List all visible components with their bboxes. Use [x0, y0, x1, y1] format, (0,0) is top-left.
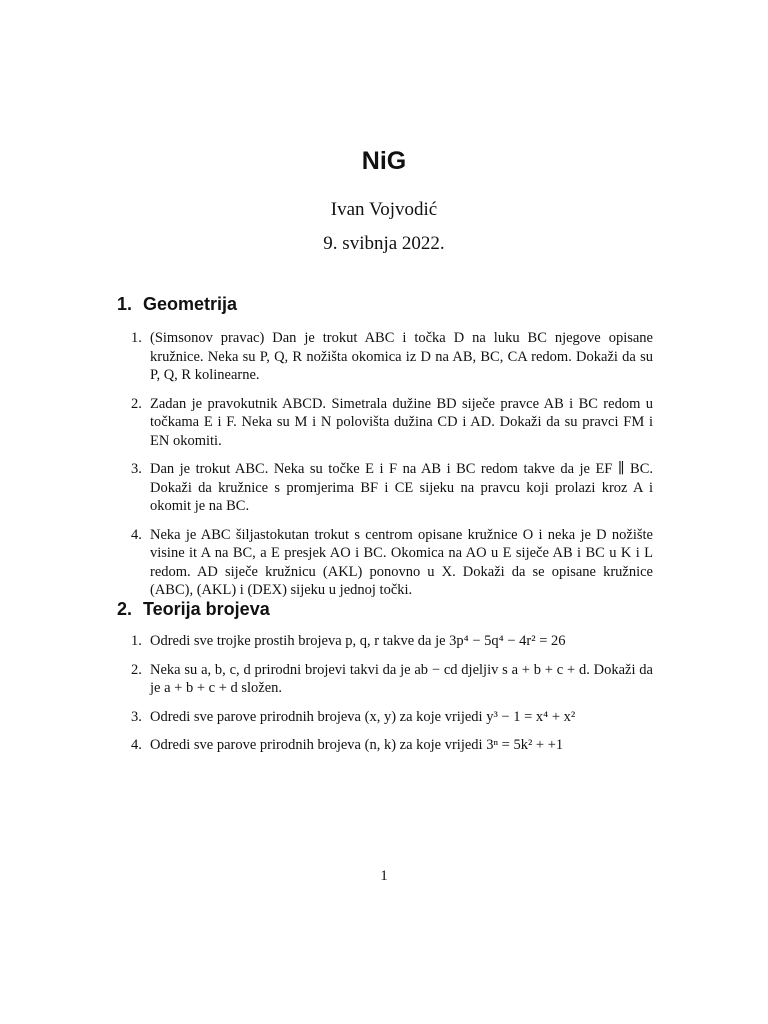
problem-item — [117, 632, 653, 651]
problem-text: Dan je trokut ABC. Neka su točke E i F na AB i BC redom takve da je EF ∥ BC. Dokaži da kružnice s promjerima BF i CE sijeku na pravcu koji prolazi kroz A i okomit je na BC. — [150, 461, 653, 514]
problem-item — [117, 661, 653, 698]
problem-text: Neka je ABC šiljastokutan trokut s centrom opisane kružnice O i neka je D nožište visine it A na BC, a E presjek AO i BC. Okomica na AO u E siječe AB i BC u K i L redom. AD siječe kružnicu (AKL) ponovno u X. Dokaži da se opisane kružnice (ABC), (AKL) i (DEX) sijeku u jednoj točki. — [150, 526, 653, 598]
problem-item — [117, 526, 653, 600]
problem-text: Zadan je pravokutnik ABCD. Simetrala dužine BD siječe pravce AB i BC redom u točkama E i F. Neka su M i N polovišta dužina CD i AD. Dokaži da su pravci FM i EN okomiti. — [150, 395, 653, 449]
section-number: 2. — [117, 599, 133, 619]
problem-number: 1. — [131, 330, 142, 346]
problem-number: 1. — [131, 633, 142, 649]
problem-number: 3. — [131, 461, 142, 477]
problem-number: 3. — [131, 708, 142, 725]
document-author: Ivan Vojvodić — [330, 199, 438, 220]
problem-item — [117, 736, 653, 755]
section-heading-geometry — [117, 294, 237, 315]
number-theory-problem-list — [117, 632, 653, 755]
problem-item — [117, 708, 653, 727]
problem-number: 2. — [131, 661, 142, 678]
section-title: Teorija brojeva — [143, 599, 270, 619]
problem-number: 2. — [131, 395, 142, 412]
problem-item — [117, 329, 653, 385]
problem-text: (Simsonov pravac) Dan je trokut ABC i točka D na luku BC njegove opisane kružnice. Neka su P, Q, R nožišta okomica iz D na AB, BC, CA redom. Dokaži da su P, Q, R kolinearne. — [150, 330, 653, 383]
section-number: 1. — [117, 294, 133, 314]
problem-number: 4. — [131, 737, 142, 753]
problem-item — [117, 395, 653, 451]
page-number: 1 — [380, 868, 388, 884]
document-title: NiG — [361, 147, 407, 175]
problem-text: Odredi sve trojke prostih brojeva p, q, r takve da je 3p⁴ − 5q⁴ − 4r² = 26 — [150, 633, 566, 649]
geometry-problem-list — [117, 329, 653, 600]
problem-text: Odredi sve parove prirodnih brojeva (x, y) za koje vrijedi y³ − 1 = x⁴ + x² — [150, 708, 576, 725]
document-date: 9. svibnja 2022. — [323, 233, 445, 254]
problem-number: 4. — [131, 526, 142, 543]
section-heading-number-theory — [117, 599, 270, 620]
section-title: Geometrija — [143, 294, 238, 314]
problem-text: Odredi sve parove prirodnih brojeva (n, k) za koje vrijedi 3ⁿ = 5k² + +1 — [150, 737, 564, 753]
problem-item — [117, 460, 653, 516]
problem-text: Neka su a, b, c, d prirodni brojevi takvi da je ab − cd djeljiv s a + b + c + d. Dokaži da je a + b + c + d složen. — [150, 661, 653, 696]
